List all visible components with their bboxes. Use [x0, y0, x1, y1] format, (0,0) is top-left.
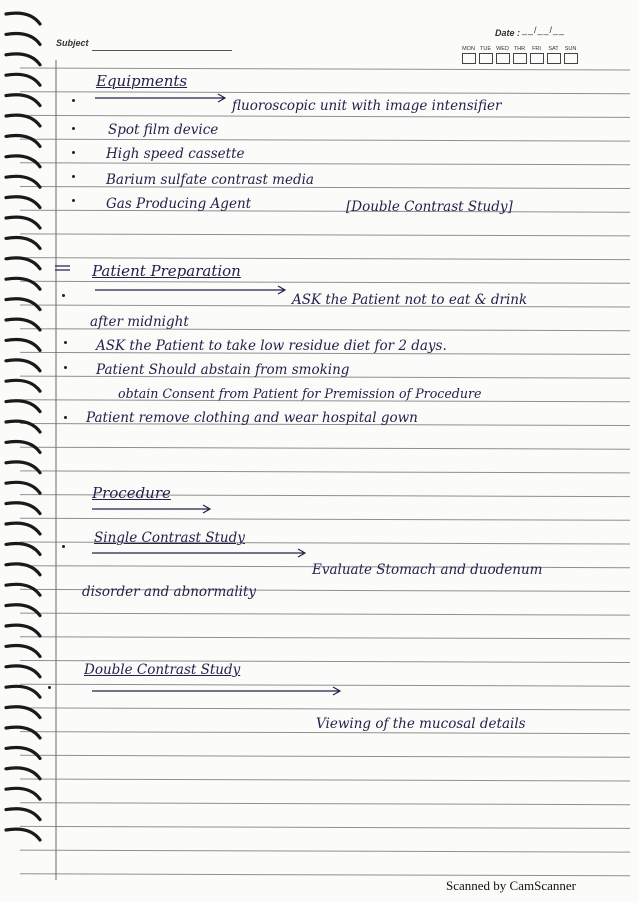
spiral-ring [6, 115, 40, 126]
spiral-ring [6, 829, 40, 840]
ruled-line [20, 447, 630, 449]
equipments-heading: Equipments [96, 72, 188, 90]
spiral-ring [6, 768, 40, 779]
day-wed [495, 46, 510, 64]
spiral-ring [6, 319, 40, 330]
ruled-line [20, 755, 630, 757]
day-sat [546, 46, 561, 64]
spiral-ring [6, 197, 40, 208]
spiral-ring [6, 666, 40, 677]
patient-prep-item: Patient Should abstain from smoking [96, 362, 350, 378]
spiral-ring [6, 605, 40, 616]
spiral-ring [6, 74, 40, 85]
spiral-ring [6, 584, 40, 595]
spiral-ring [6, 54, 40, 65]
spiral-ring [6, 258, 40, 269]
equipment-item: Barium sulfate contrast media [106, 172, 314, 188]
bullet-dot [72, 199, 75, 202]
ruled-line [20, 234, 630, 236]
ruled-line [20, 471, 630, 473]
bullet-dot [62, 294, 65, 297]
single-contrast-text: disorder and abnormality [82, 584, 257, 600]
ruled-line [20, 139, 630, 141]
equipment-item: High speed cassette [106, 146, 245, 162]
day-label: THR [513, 46, 526, 52]
day-mon [461, 46, 476, 64]
spiral-ring [6, 238, 40, 249]
single-contrast-heading: Single Contrast Study [94, 530, 245, 546]
equals-mark [55, 266, 70, 270]
spiral-ring [6, 482, 40, 493]
ruled-line [20, 874, 630, 876]
equipment-item: [Double Contrast Study] [346, 199, 513, 215]
spiral-ring [6, 523, 40, 534]
day-checkbox [513, 53, 527, 64]
spiral-ring [6, 788, 40, 799]
spiral-ring [6, 401, 40, 412]
patient-prep-item: after midnight [90, 314, 189, 330]
subject-label: Subject [56, 38, 89, 48]
bullet-dot [72, 99, 75, 102]
arrow-patient-prep [95, 286, 285, 294]
double-contrast-text: Viewing of the mucosal details [316, 716, 526, 732]
bullet-dot [72, 127, 75, 130]
spiral-ring [6, 809, 40, 820]
ruled-line [20, 68, 630, 70]
day-label: SAT [548, 46, 559, 52]
equipment-item: Gas Producing Agent [106, 196, 252, 212]
bullet-dot [64, 416, 67, 419]
spiral-ring [6, 748, 40, 759]
single-contrast-text: Evaluate Stomach and duodenum [312, 562, 543, 578]
day-checkbox [479, 53, 493, 64]
ruled-line [20, 163, 630, 165]
scanner-watermark: Scanned by CamScanner [446, 878, 576, 893]
spiral-ring [6, 13, 40, 24]
day-checkbox [547, 53, 561, 64]
date-value: __/__/__ [522, 25, 566, 35]
ruled-line [20, 281, 630, 283]
day-thr [512, 46, 527, 64]
spiral-ring [6, 360, 40, 371]
arrow-double-contrast [92, 687, 340, 695]
spiral-ring [6, 217, 40, 228]
day-tue [478, 46, 493, 64]
subject-line [92, 50, 232, 51]
spiral-ring [6, 380, 40, 391]
bullet-dot [62, 545, 65, 548]
spiral-ring [6, 340, 40, 351]
spiral-ring [6, 34, 40, 45]
spiral-ring [6, 156, 40, 167]
ruled-line [20, 518, 630, 520]
equipment-item: fluoroscopic unit with image intensifier [232, 98, 502, 114]
ruled-line [20, 92, 630, 94]
day-label: FRI [532, 46, 541, 52]
bullet-dot [64, 366, 67, 369]
spiral-ring [6, 707, 40, 718]
arrow-procedure [92, 505, 210, 513]
bullet-dot [72, 151, 75, 154]
ruled-line [20, 803, 630, 805]
patient-prep-item: ASK the Patient to take low residue diet for 2 days. [96, 338, 447, 354]
arrow-equipments [95, 94, 225, 102]
ruled-line [20, 637, 630, 639]
day-label: MON [462, 46, 475, 52]
spiral-ring [6, 625, 40, 636]
spiral-ring [6, 95, 40, 106]
spiral-ring [6, 646, 40, 657]
weekday-boxes [461, 46, 578, 64]
spiral-ring [6, 421, 40, 432]
ruled-line [20, 850, 630, 852]
patient-prep-item: ASK the Patient not to eat & drink [292, 292, 528, 308]
bullet-dot [64, 341, 67, 344]
day-checkbox [462, 53, 476, 64]
day-sun [563, 46, 578, 64]
spiral-ring [6, 462, 40, 473]
date-label: Date : [495, 28, 521, 38]
spiral-ring [6, 686, 40, 697]
ruled-line [20, 613, 630, 615]
day-checkbox [564, 53, 578, 64]
bullet-dot [72, 175, 75, 178]
bullet-dot [48, 686, 51, 689]
ruled-line [20, 258, 630, 260]
day-checkbox [496, 53, 510, 64]
double-contrast-heading: Double Contrast Study [84, 662, 241, 678]
arrow-single-contrast [92, 549, 305, 557]
spiral-ring [6, 278, 40, 289]
spiral-binding [0, 0, 46, 903]
spiral-ring [6, 503, 40, 514]
day-label: WED [496, 46, 509, 52]
spiral-ring [6, 442, 40, 453]
patient-prep-item: obtain Consent from Patient for Premission of Procedure [118, 386, 482, 401]
procedure-heading: Procedure [92, 484, 171, 502]
spiral-ring [6, 544, 40, 555]
patient-prep-heading: Patient Preparation [92, 262, 241, 280]
ruled-line [20, 826, 630, 828]
ruled-line [20, 779, 630, 781]
ruled-line [20, 115, 630, 117]
spiral-ring [6, 299, 40, 310]
day-label: TUE [480, 46, 491, 52]
patient-prep-item: Patient remove clothing and wear hospital gown [86, 410, 418, 426]
day-label: SUN [564, 46, 577, 52]
ruled-line [20, 684, 630, 686]
spiral-ring [6, 727, 40, 738]
spiral-ring [6, 136, 40, 147]
day-checkbox [530, 53, 544, 64]
spiral-ring [6, 176, 40, 187]
day-fri [529, 46, 544, 64]
ruled-line [20, 708, 630, 710]
spiral-ring [6, 564, 40, 575]
equipment-item: Spot film device [108, 122, 219, 138]
